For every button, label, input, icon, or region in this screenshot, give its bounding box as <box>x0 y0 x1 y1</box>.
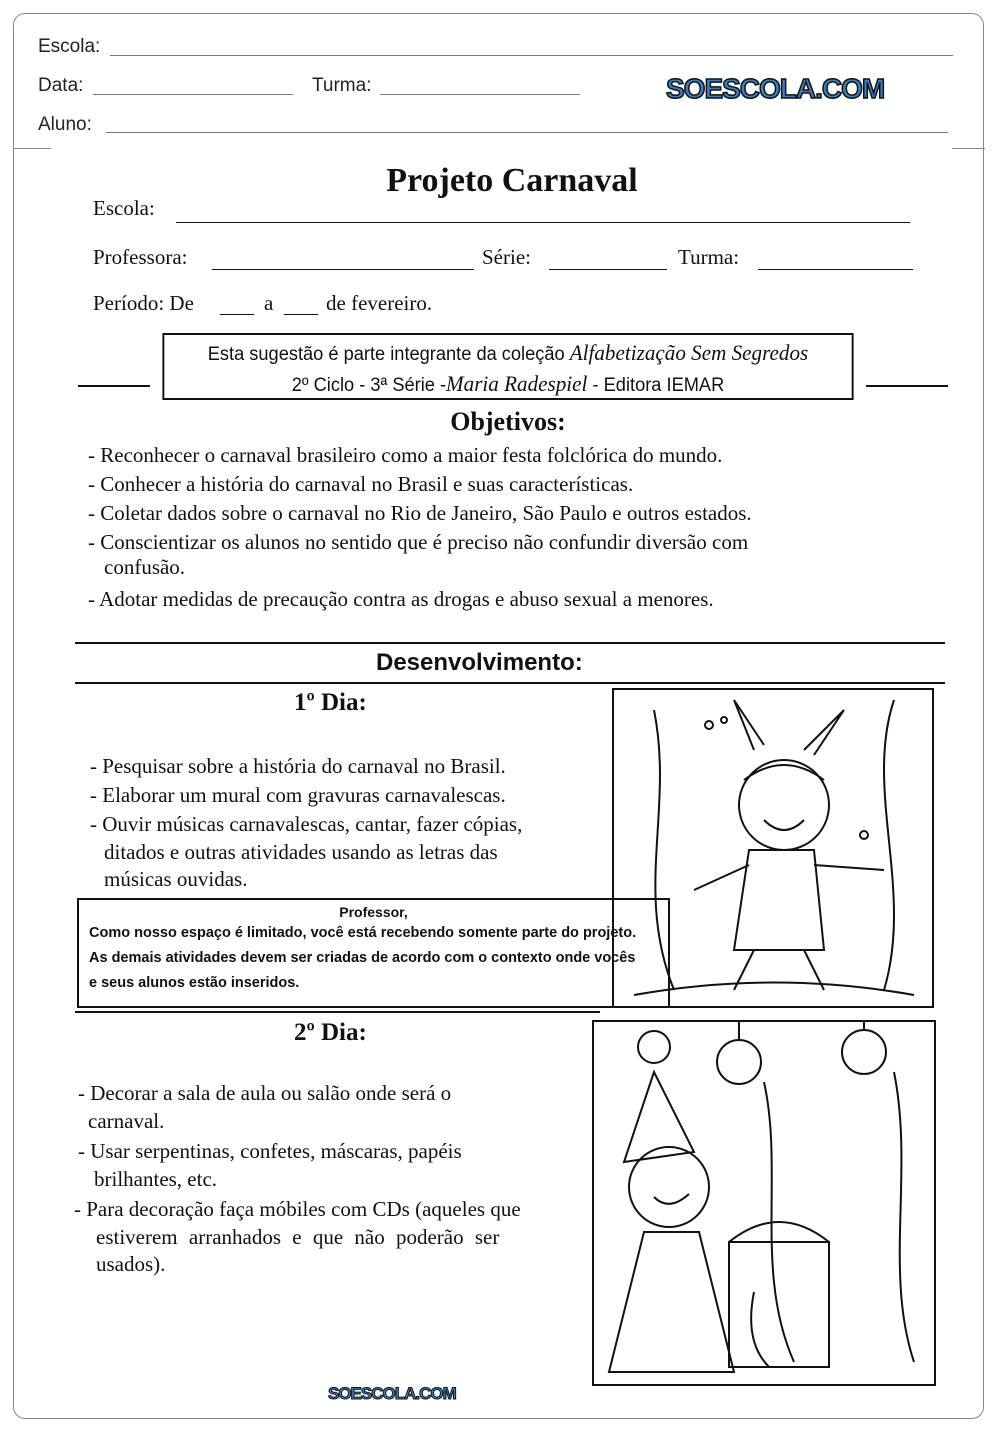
form-escola-field[interactable] <box>176 222 910 223</box>
divider <box>866 385 948 387</box>
desenvolvimento-heading: Desenvolvimento: <box>376 649 583 676</box>
professor-note-line: Como nosso espaço é limitado, você está recebendo somente parte do projeto. <box>89 925 637 941</box>
objetivo-item: - Conhecer a história do carnaval no Brasil e suas características. <box>88 472 634 496</box>
divider <box>75 1011 600 1013</box>
dia1-item: músicas ouvidas. <box>104 867 248 891</box>
objetivo-item: - Adotar medidas de precaução contra as drogas e abuso sexual a menores. <box>88 587 714 611</box>
professora-field[interactable] <box>212 269 474 270</box>
periodo-fevereiro: de fevereiro. <box>326 291 433 315</box>
dia2-item: brilhantes, etc. <box>94 1167 218 1191</box>
soescola-logo: SOESCOLA.COM <box>666 73 885 104</box>
divider <box>75 642 945 644</box>
dia2-item: carnaval. <box>88 1109 165 1133</box>
professor-note-line: e seus alunos estão inseridos. <box>89 975 300 991</box>
dia1-item: - Pesquisar sobre a história do carnaval no Brasil. <box>90 754 506 778</box>
divider <box>75 682 945 684</box>
objetivo-item: - Conscientizar os alunos no sentido que é preciso não confundir diversão com <box>88 530 749 554</box>
dia2-item: usados). <box>96 1252 166 1276</box>
aluno-label: Aluno: <box>38 114 92 135</box>
divider <box>78 385 150 387</box>
data-field[interactable] <box>93 94 293 95</box>
carnival-girl-illustration <box>592 1020 936 1386</box>
escola-field[interactable] <box>110 55 953 56</box>
aluno-field[interactable] <box>106 132 948 133</box>
credit-box <box>162 333 853 400</box>
turma-label: Turma: <box>312 75 372 96</box>
turma-field[interactable] <box>380 94 580 95</box>
dia1-heading: 1º Dia: <box>294 689 367 716</box>
form-escola-label: Escola: <box>93 196 155 220</box>
objetivo-item: confusão. <box>104 555 186 579</box>
dia2-heading: 2º Dia: <box>294 1019 367 1046</box>
data-label: Data: <box>38 75 84 96</box>
serie-field[interactable] <box>549 269 667 270</box>
divider <box>13 148 51 149</box>
credit-text: 2º Ciclo - 3ª Série - <box>291 375 447 396</box>
professor-note-box <box>77 898 670 1008</box>
periodo-label: Período: De <box>93 291 194 315</box>
dia1-item: - Ouvir músicas carnavalescas, cantar, fazer cópias, <box>90 812 523 836</box>
periodo-start-field[interactable] <box>220 314 254 315</box>
page-title: Projeto Carnaval <box>386 162 638 199</box>
form-turma-label: Turma: <box>678 245 740 269</box>
collection-name: Alfabetização Sem Segredos <box>569 340 809 365</box>
professor-note-title: Professor, <box>339 904 408 920</box>
escola-label: Escola: <box>38 36 101 57</box>
serie-label: Série: <box>482 245 531 269</box>
dia2-item: - Usar serpentinas, confetes, máscaras, papéis <box>78 1139 462 1163</box>
form-turma-field[interactable] <box>758 269 913 270</box>
dia2-item: - Decorar a sala de aula ou salão onde será o <box>78 1081 452 1105</box>
periodo-end-field[interactable] <box>284 314 318 315</box>
objetivo-item: - Reconhecer o carnaval brasileiro como a maior festa folclórica do mundo. <box>88 443 723 467</box>
professor-note-line: As demais atividades devem ser criadas de acordo com o contexto onde vocês <box>89 950 636 966</box>
divider <box>952 148 985 149</box>
objetivos-heading: Objetivos: <box>450 407 566 436</box>
periodo-a: a <box>264 291 274 315</box>
dia1-item: ditados e outras atividades usando as letras das <box>104 840 498 864</box>
objetivo-item: - Coletar dados sobre o carnaval no Rio de Janeiro, São Paulo e outros estados. <box>88 501 752 525</box>
professora-label: Professora: <box>93 245 188 269</box>
credit-text: Esta sugestão é parte integrante da coleção <box>207 344 565 365</box>
author-name: Maria Radespiel <box>446 371 588 396</box>
dia2-item: estiverem arranhados e que não poderão ser <box>96 1225 500 1249</box>
dia2-item: - Para decoração faça móbiles com CDs (aqueles que <box>74 1197 521 1221</box>
credit-text: - Editora IEMAR <box>592 375 725 396</box>
footer-logo: SOESCOLA.COM <box>328 1384 456 1403</box>
dia1-item: - Elaborar um mural com gravuras carnavalescas. <box>90 783 506 807</box>
